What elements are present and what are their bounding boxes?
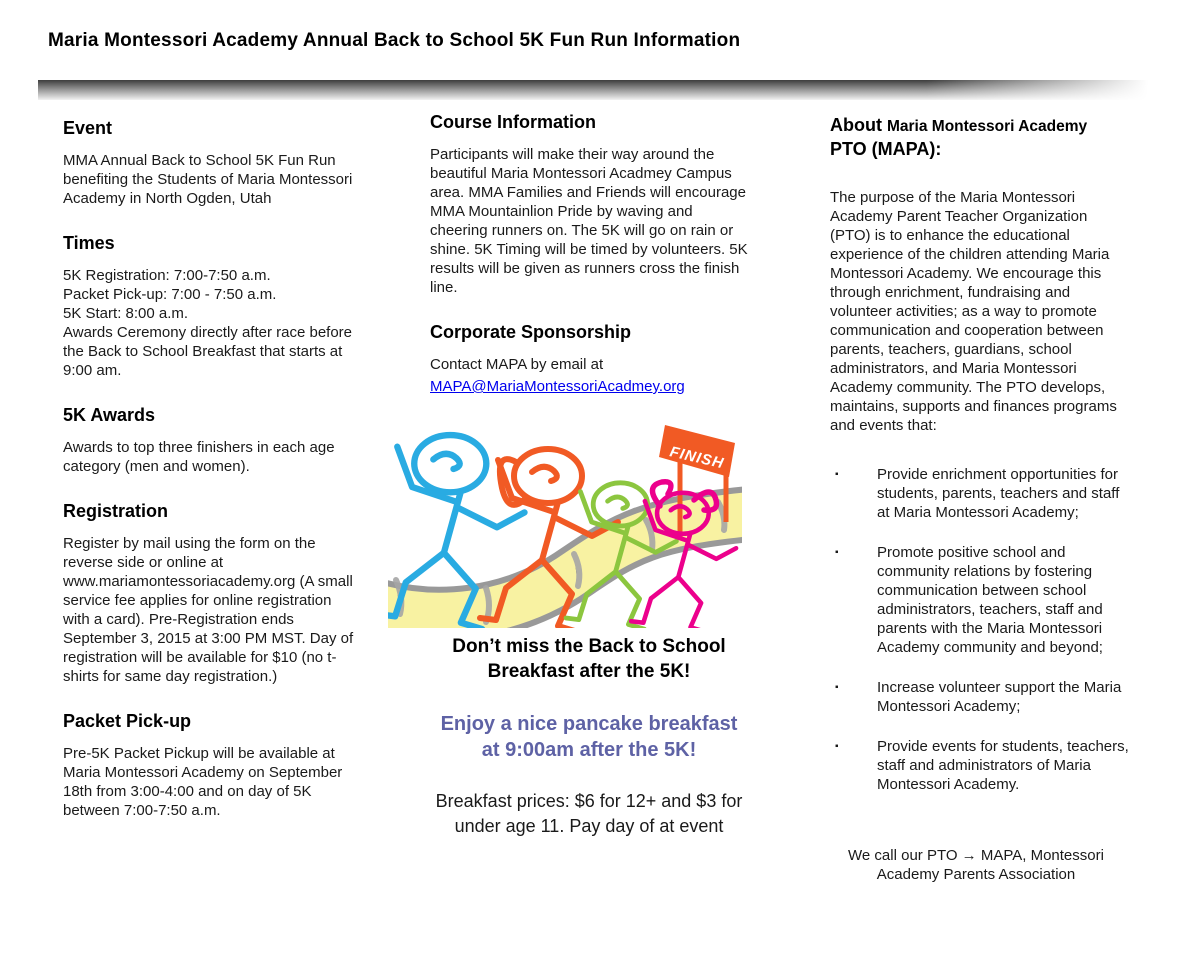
about-heading-school-name: Maria Montessori Academy [886,118,1088,135]
list-item [830,543,1132,657]
square-bullet-icon: ▪ [835,469,839,480]
road-surface [388,514,742,615]
sponsorship-email-link[interactable]: MAPA@MariaMontessoriAcadmey.org [430,378,685,395]
bullet-text: Provide events for students, teachers, staff and administrators of Maria Montessori Academy. [877,738,1129,793]
page-title: Maria Montessori Academy Annual Back to School 5K Fun Run Information [48,30,741,51]
title-divider-bar [38,80,1148,100]
square-bullet-icon: ▪ [835,741,839,752]
about-body: The purpose of the Maria Montessori Academy Parent Teacher Organization (PTO) is to enhance the educational experience of the children attending Maria Montessori Academy. We encourage this through enrichment, fundraising and volunteer activities; as a way to promote communication and cooperation between parents, teachers, guardians, school administrators, and Maria Montessori Academy community. The PTO develops, maintains, supports and finances programs and events that: [830,189,1117,434]
course-info-heading: Course Information [430,112,597,132]
list-item [830,465,1132,522]
runners-finish-illustration [388,420,742,628]
list-item [830,737,1132,794]
sponsorship-heading: Corporate Sponsorship [430,322,632,342]
bullet-text: Provide enrichment opportunities for students, parents, teachers and staff at Maria Montessori Academy; [877,466,1120,521]
pto-footer-note: We call our PTO → MAPA, Montessori Academy Parents Association [848,847,1104,883]
event-heading: Event [63,118,113,138]
bullet-text: Increase volunteer support the Maria Montessori Academy; [877,679,1122,715]
pto-bullet-list [830,465,1132,794]
left-column [63,112,355,822]
list-item [830,678,1132,716]
about-heading-pto: PTO (MAPA): [830,139,942,159]
packet-pickup-heading: Packet Pick-up [63,711,192,731]
event-body: MMA Annual Back to School 5K Fun Run benefiting the Students of Maria Montessori Academy in North Ogden, Utah [63,152,353,207]
right-column [830,112,1132,884]
about-heading-word: About [830,115,887,135]
awards-body: Awards to top three finishers in each age category (men and women). [63,439,335,475]
times-line: 5K Registration: 7:00-7:50 a.m. [63,267,271,284]
times-line: 5K Start: 8:00 a.m. [63,305,189,322]
bullet-text: Promote positive school and community relations by fostering communication between school administrators, teachers, staff and parents with the Maria Montessori Academy community and beyond; [877,544,1103,656]
breakfast-prices: Breakfast prices: $6 for 12+ and $3 for under age 11. Pay day of at event [435,791,743,836]
awards-heading: 5K Awards [63,405,156,425]
course-info-body: Participants will make their way around the beautiful Maria Montessori Acadmey Campus area. MMA Families and Friends will encourage MMA Mountainlion Pride by waving and cheering runners on. The 5K will go on rain or shine. 5K Timing will be timed by volunteers. 5K results will be given as runners cross the finish line. [430,146,748,296]
breakfast-callout-bold: Don’t miss the Back to School Breakfast after the 5K! [452,636,726,682]
registration-body: Register by mail using the form on the reverse side or online at www.mariamontessoriacademy.org (A small service fee applies for online registration with a card). Pre-Registration ends September 3, 2015 at 3:00 PM MST. Day of registration will be available for $10 (no t-shirts for same day registration.) [63,535,354,685]
sponsorship-contact-text: Contact MAPA by email at [430,356,604,373]
registration-heading: Registration [63,501,169,521]
square-bullet-icon: ▪ [835,682,839,693]
finish-banner-text: FINISH [668,443,726,473]
times-line: Packet Pick-up: 7:00 - 7:50 a.m. [63,286,277,303]
three-column-layout [0,100,1200,884]
middle-column [430,112,748,839]
about-heading [830,114,1132,162]
packet-pickup-body: Pre-5K Packet Pickup will be available at Maria Montessori Academy on September 18th from 3:00-4:00 and on day of 5K between 7:00-7:50 a.m. [63,745,343,819]
times-heading: Times [63,233,115,253]
square-bullet-icon: ▪ [835,547,839,558]
breakfast-callout-purple: Enjoy a nice pancake breakfast at 9:00am after the 5K! [440,713,738,761]
times-line: Awards Ceremony directly after race before the Back to School Breakfast that starts at 9:00 am. [63,324,353,379]
